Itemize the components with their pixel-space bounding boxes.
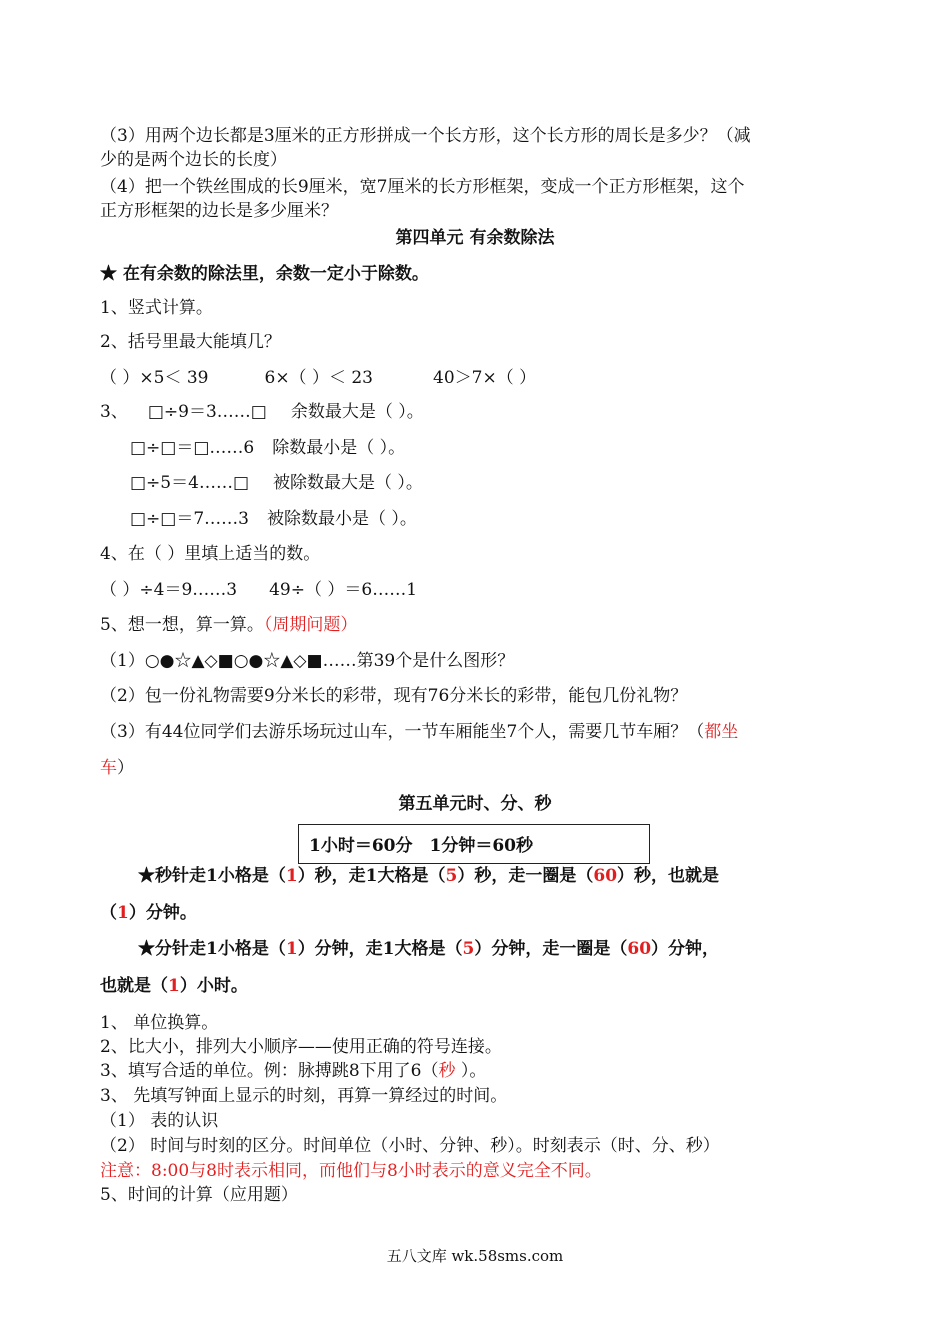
unit5-item-2: 2、比大小，排列大小顺序——使用正确的符号连接。	[100, 1037, 502, 1057]
item-2-c: 40＞7×（ ）	[433, 368, 537, 388]
s1-f: ）分钟。	[128, 903, 197, 923]
s2-v4: 1	[168, 976, 180, 996]
s2-v2: 5	[462, 939, 475, 959]
s2-v3: 60	[627, 939, 652, 959]
item-4-exercises	[100, 578, 417, 602]
unit4-star-rule: ★ 在有余数的除法里，余数一定小于除数。	[100, 264, 429, 284]
s2-a: ★分针走1小格是（	[138, 939, 286, 959]
conversion-text: 1小时＝60分 1分钟＝60秒	[309, 836, 533, 856]
unit5-title: 第五单元时、分、秒	[398, 794, 552, 814]
item-5-3-note: 都坐	[704, 722, 739, 742]
item-1: 1、竖式计算。	[100, 298, 213, 318]
item-3-d-q: 被除数最小是（ ）。	[267, 509, 417, 529]
unit5-item-3-answer: 秒	[438, 1061, 456, 1081]
unit5-item-3-text: 3、填写合适的单位。例：脉搏跳8下用了6（	[100, 1061, 439, 1081]
q4-line2: 正方形框架的边长是多少厘米？	[100, 201, 338, 221]
item-2: 2、括号里最大能填几？	[100, 332, 281, 352]
second-hand-rule-2	[100, 901, 197, 925]
item-5-3	[100, 720, 738, 744]
item-3-b	[130, 436, 405, 460]
item-3-a-q: 余数最大是（ ）。	[290, 402, 424, 422]
item-5-3-note-cont: 车	[100, 758, 117, 778]
unit5-item-3	[100, 1059, 486, 1083]
item-5	[100, 613, 357, 637]
unit5-item-4-2: （2） 时间与时刻的区分。时间单位（小时、分钟、秒）。时刻表示（时、分、秒）	[100, 1136, 720, 1156]
s2-f: ）小时。	[179, 976, 248, 996]
item-3-a	[100, 400, 424, 424]
item-3-b-expr: □÷□＝□……6	[130, 438, 255, 458]
s1-v4: 1	[117, 903, 129, 923]
q3-line2: 少的是两个边长的长度）	[100, 150, 287, 170]
item-4-b: 49÷（ ）＝6……1	[269, 580, 418, 600]
s1-a: ★秒针走1小格是（	[138, 866, 286, 886]
conversion-box	[298, 824, 650, 864]
s2-d: ）分钟，	[651, 939, 720, 959]
footer: 五八文库 wk.58sms.com	[386, 1247, 564, 1265]
unit4-title: 第四单元 有余数除法	[395, 228, 555, 248]
s1-e: （	[100, 903, 117, 923]
item-3-label: 3、	[100, 402, 128, 422]
item-2-b: 6×（ ）＜ 23	[264, 368, 373, 388]
s1-v3: 60	[593, 866, 618, 886]
item-2-exercises	[100, 366, 536, 390]
s2-c: ）分钟，走一圈是（	[474, 939, 628, 959]
s2-e: 也就是（	[100, 976, 168, 996]
item-5-2: （2）包一份礼物需要9分米长的彩带，现有76分米长的彩带，能包几份礼物？	[100, 686, 688, 706]
s1-v2: 5	[445, 866, 458, 886]
s1-b: ）秒，走1大格是（	[297, 866, 446, 886]
s2-v1: 1	[285, 939, 298, 959]
item-5-note: （周期问题）	[263, 615, 358, 635]
item-3-c-expr: □÷5＝4……□	[130, 473, 249, 493]
minute-hand-rule-1	[138, 937, 719, 961]
second-hand-rule-1	[138, 864, 719, 888]
item-5-3-text: （3）有44位同学们去游乐场玩过山车，一节车厢能坐7个人，需要几节车厢？（	[100, 722, 705, 742]
unit5-item-3-close: ）。	[455, 1061, 487, 1081]
attention-note: 注意：8:00与8时表示相同，而他们与8小时表示的意义完全不同。	[100, 1161, 602, 1181]
item-4: 4、在（ ）里填上适当的数。	[100, 544, 321, 564]
item-3-a-expr: □÷9＝3……□	[147, 402, 267, 422]
item-3-d	[130, 507, 417, 531]
item-2-a: （ ）×5＜ 39	[100, 368, 209, 388]
item-3-c-q: 被除数最大是（ ）。	[273, 473, 423, 493]
unit5-item-1: 1、 单位换算。	[100, 1013, 219, 1033]
item-3-b-q: 除数最小是（ ）。	[272, 438, 406, 458]
item-5-3-cont	[100, 756, 134, 780]
minute-hand-rule-2	[100, 974, 248, 998]
s1-d: ）秒，也就是	[617, 866, 720, 886]
unit5-item-4-1: （1） 表的认识	[100, 1111, 219, 1131]
item-3-d-expr: □÷□＝7……3	[130, 509, 249, 529]
item-5-1: （1）○●☆▲◇■○●☆▲◇■……第39个是什么图形？	[100, 651, 515, 671]
q3-line1: （3）用两个边长都是3厘米的正方形拼成一个长方形，这个长方形的周长是多少？（减	[100, 126, 751, 146]
item-4-a: （ ）÷4＝9……3	[100, 580, 238, 600]
s1-v1: 1	[285, 866, 298, 886]
item-5-text: 5、想一想，算一算。	[100, 615, 264, 635]
s2-b: ）分钟，走1大格是（	[297, 939, 463, 959]
unit5-item-5: 5、时间的计算（应用题）	[100, 1185, 298, 1205]
item-3-c	[130, 471, 423, 495]
q4-line1: （4）把一个铁丝围成的长9厘米，宽7厘米的长方形框架，变成一个正方形框架，这个	[100, 177, 745, 197]
unit5-item-4: 3、 先填写钟面上显示的时刻，再算一算经过的时间。	[100, 1086, 508, 1106]
item-5-3-close: ）	[117, 758, 134, 778]
s1-c: ）秒，走一圈是（	[457, 866, 594, 886]
